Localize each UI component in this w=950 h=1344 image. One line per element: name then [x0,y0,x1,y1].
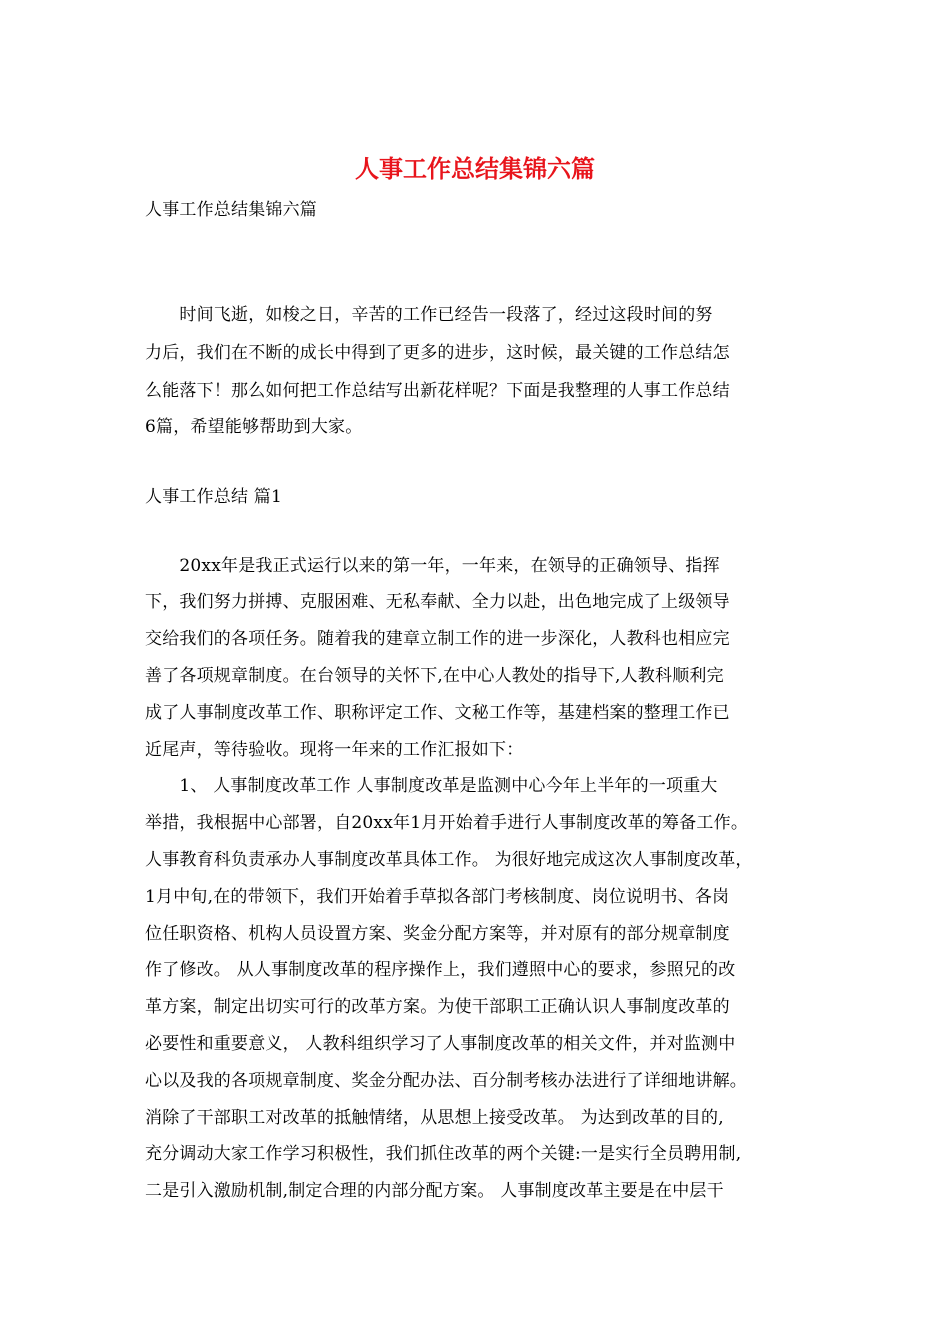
body-line-6: 近尾声，等待验收。现将一年来的工作汇报如下： [145,740,524,760]
body-line-12: 作了修改。 从人事制度改革的程序操作上，我们遵照中心的要求，参照兄的改 [145,960,736,980]
body-line-5: 成了人事制度改革工作、职称评定工作、文秘工作等，基建档案的整理工作已 [145,703,730,723]
body-line-17: 充分调动大家工作学习积极性，我们抓住改革的两个关键:一是实行全员聘用制, [145,1144,742,1164]
body-line-8: 举措，我根据中心部署，自20xx年1月开始着手进行人事制度改革的筹备工作。 [145,813,749,833]
body-line-1: 20xx年是我正式运行以来的第一年，一年来，在领导的正确领导、指挥 [145,556,720,576]
body-line-10: 1月中旬,在的带领下，我们开始着手草拟各部门考核制度、岗位说明书、各岗 [145,887,730,907]
document-title: 人事工作总结集锦六篇 [355,154,595,183]
body-line-3: 交给我们的各项任务。随着我的建章立制工作的进一步深化，人教科也相应完 [145,629,730,649]
body-line-9: 人事教育科负责承办人事制度改革具体工作。 为很好地完成这次人事制度改革， [145,850,753,870]
intro-line-3: 么能落下！那么如何把工作总结写出新花样呢？下面是我整理的人事工作总结 [145,381,730,401]
document-subtitle: 人事工作总结集锦六篇 [145,200,317,220]
body-line-11: 位任职资格、机构人员设置方案、奖金分配方案等，并对原有的部分规章制度 [145,924,730,944]
body-line-15: 心以及我的各项规章制度、奖金分配办法、百分制考核办法进行了详细地讲解。 [145,1071,747,1091]
body-line-4: 善了各项规章制度。在台领导的关怀下,在中心人教处的指导下,人教科顺利完 [145,666,724,686]
body-line-18: 二是引入激励机制,制定合理的内部分配方案。 人事制度改革主要是在中层干 [145,1181,724,1201]
intro-line-1: 时间飞逝，如梭之日，辛苦的工作已经告一段落了，经过这段时间的努 [145,305,713,325]
body-line-14: 必要性和重要意义， 人教科组织学习了人事制度改革的相关文件，并对监测中 [145,1034,736,1054]
body-line-2: 下，我们努力拼搏、克服困难、无私奉献、全力以赴，出色地完成了上级领导 [145,592,730,612]
section-heading: 人事工作总结 篇1 [145,487,283,507]
body-line-16: 消除了干部职工对改革的抵触情绪，从思想上接受改革。 为达到改革的目的, [145,1108,724,1128]
body-line-13: 革方案，制定出切实可行的改革方案。为使干部职工正确认识人事制度改革的 [145,997,730,1017]
intro-line-2: 力后，我们在不断的成长中得到了更多的进步，这时候，最关键的工作总结怎 [145,343,730,363]
intro-line-4: 6篇，希望能够帮助到大家。 [145,417,363,437]
body-line-7: 1、 人事制度改革工作 人事制度改革是监测中心今年上半年的一项重大 [145,776,718,796]
